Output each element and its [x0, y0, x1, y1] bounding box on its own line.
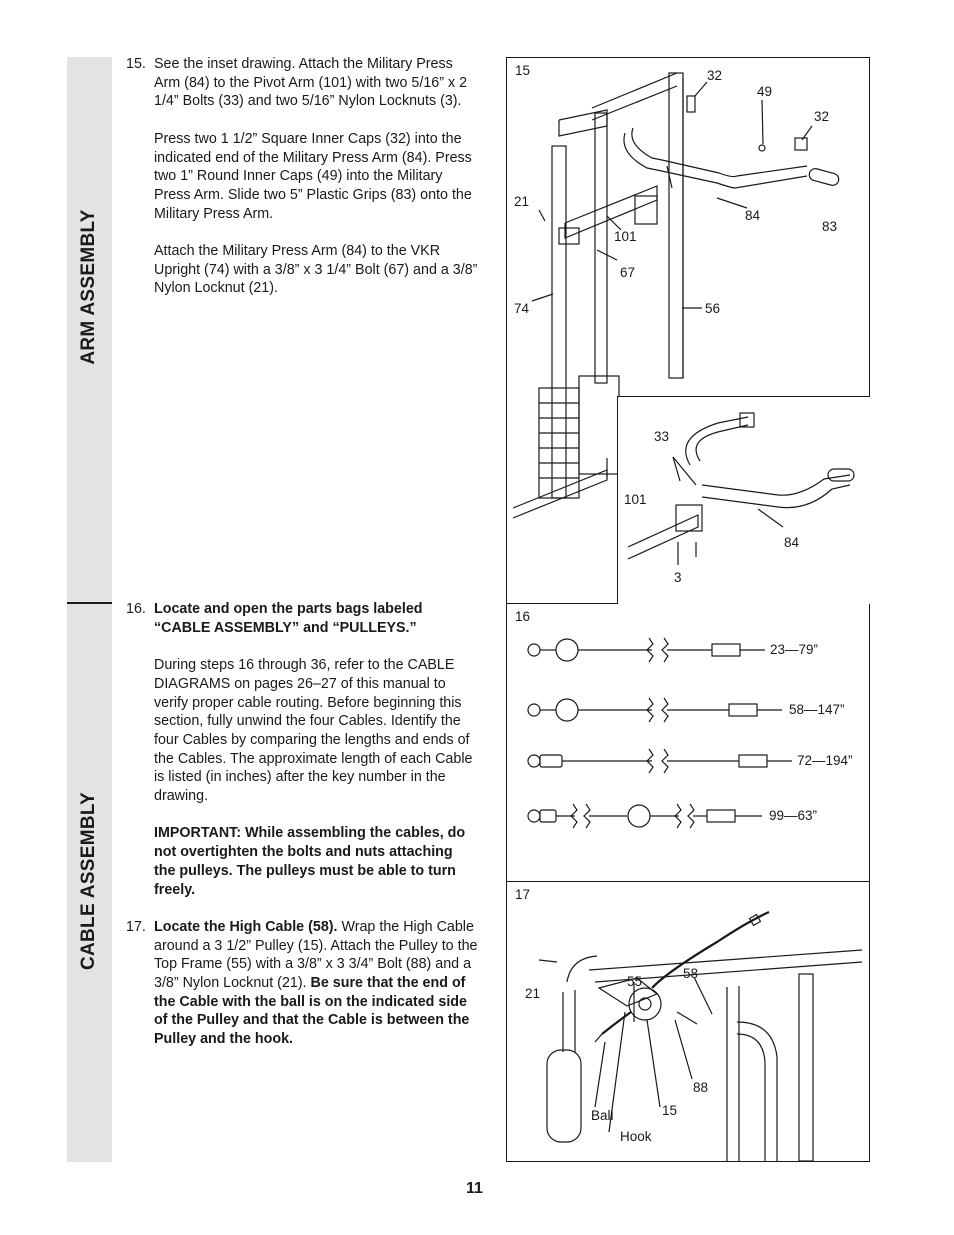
figure-number: 17 — [515, 887, 531, 902]
figure-box — [506, 57, 870, 1162]
callout-33: 33 — [654, 429, 670, 444]
step-15-text — [122, 55, 478, 298]
important-note: IMPORTANT: While assembling the cables, do not overtighten the bolts and nuts attaching the pulleys. The pulleys must be able to turn freely. — [154, 825, 466, 898]
step-paragraph: See the inset drawing. Attach the Military Press Arm (84) to the Pivot Arm (101) with two 5/16” x 2 1/4” Bolts (33) and two 5/16” Nylon Locknuts (3). — [154, 56, 468, 110]
cable-length-label: 72—194” — [797, 753, 853, 768]
figure-17-panel — [507, 882, 869, 1161]
step-paragraph: Attach the Military Press Arm (84) to the VKR Upright (74) with a 3/8” x 3 1/4” Bolt (67) and a 3/8” Nylon Locknut (21). — [154, 243, 478, 297]
page-number: 11 — [466, 1180, 483, 1197]
figure-number: 16 — [515, 609, 531, 624]
callout-32: 32 — [707, 68, 723, 83]
callout-84: 84 — [784, 535, 800, 550]
callout-88: 88 — [693, 1080, 709, 1095]
step-emphasis: Be sure that the end of the Cable with the ball is on the indicated side of the Pulley and that the Cable is between the Pulley and the hook. — [154, 975, 470, 1048]
callout-32: 32 — [814, 109, 830, 124]
inset-drawing — [617, 396, 870, 604]
step-paragraph — [154, 918, 478, 1049]
callout-74: 74 — [514, 301, 530, 316]
step-paragraph: During steps 16 through 36, refer to the CABLE DIAGRAMS on pages 26–27 of this manual to verify proper cable routing. Before beginning this section, fully unwind the four Cables. Identify the four Cables by comparing the lengths and ends of the Cables. The approximate length of each Cable is listed (in inches) after the key number in the drawing. — [154, 657, 473, 805]
callout-101: 101 — [614, 229, 637, 244]
step-number: 16. — [126, 601, 146, 617]
callout-hook: Hook — [620, 1129, 652, 1144]
callout-3: 3 — [674, 570, 682, 585]
step-lead: Locate the High Cable (58). — [154, 918, 338, 935]
step-number: 17. — [126, 918, 146, 935]
cable-length-label: 23—79” — [770, 642, 819, 657]
pulley-assembly-drawing — [507, 882, 869, 1161]
cable-length-label: 99—63” — [769, 808, 818, 823]
callout-55: 55 — [627, 974, 643, 989]
callout-83: 83 — [822, 219, 838, 234]
callout-58: 58 — [683, 966, 699, 981]
callout-21: 21 — [525, 986, 541, 1001]
callout-49: 49 — [757, 84, 773, 99]
step-body: Wrap the High Cable around a 3 1/2” Pulley (15). Attach the Pulley to the Top Frame (55) with a 3/8” x 3 3/4” Bolt (88) and a 3/8” Nylon Locknut (21). — [154, 918, 478, 992]
step-16-17-text — [122, 600, 478, 1049]
step-paragraph: Locate and open the parts bags labeled “CABLE ASSEMBLY” and “PULLEYS.” — [154, 601, 423, 636]
figure-16-panel — [507, 604, 869, 882]
section-divider — [67, 602, 112, 604]
callout-67: 67 — [620, 265, 636, 280]
callout-15: 15 — [662, 1103, 678, 1118]
callout-56: 56 — [705, 301, 721, 316]
figure-number: 15 — [515, 63, 531, 78]
figure-15-panel — [507, 58, 869, 604]
callout-21: 21 — [514, 194, 530, 209]
callout-ball: Ball — [591, 1108, 614, 1123]
step-paragraph: Press two 1 1/2” Square Inner Caps (32) into the indicated end of the Military Press Arm (84). Press two 1” Round Inner Caps (49) into the Military Press Arm. Slide two 5” Plastic Grips (83) onto the Military Press Arm. — [154, 130, 472, 222]
callout-101: 101 — [624, 492, 647, 507]
section-label-cable-assembly: CABLE ASSEMBLY — [78, 791, 99, 971]
section-label-arm-assembly: ARM ASSEMBLY — [78, 209, 99, 365]
cable-length-label: 58—147” — [789, 702, 845, 717]
callout-84: 84 — [745, 208, 761, 223]
section-sidebar — [67, 57, 112, 1162]
step-number: 15. — [126, 56, 146, 72]
